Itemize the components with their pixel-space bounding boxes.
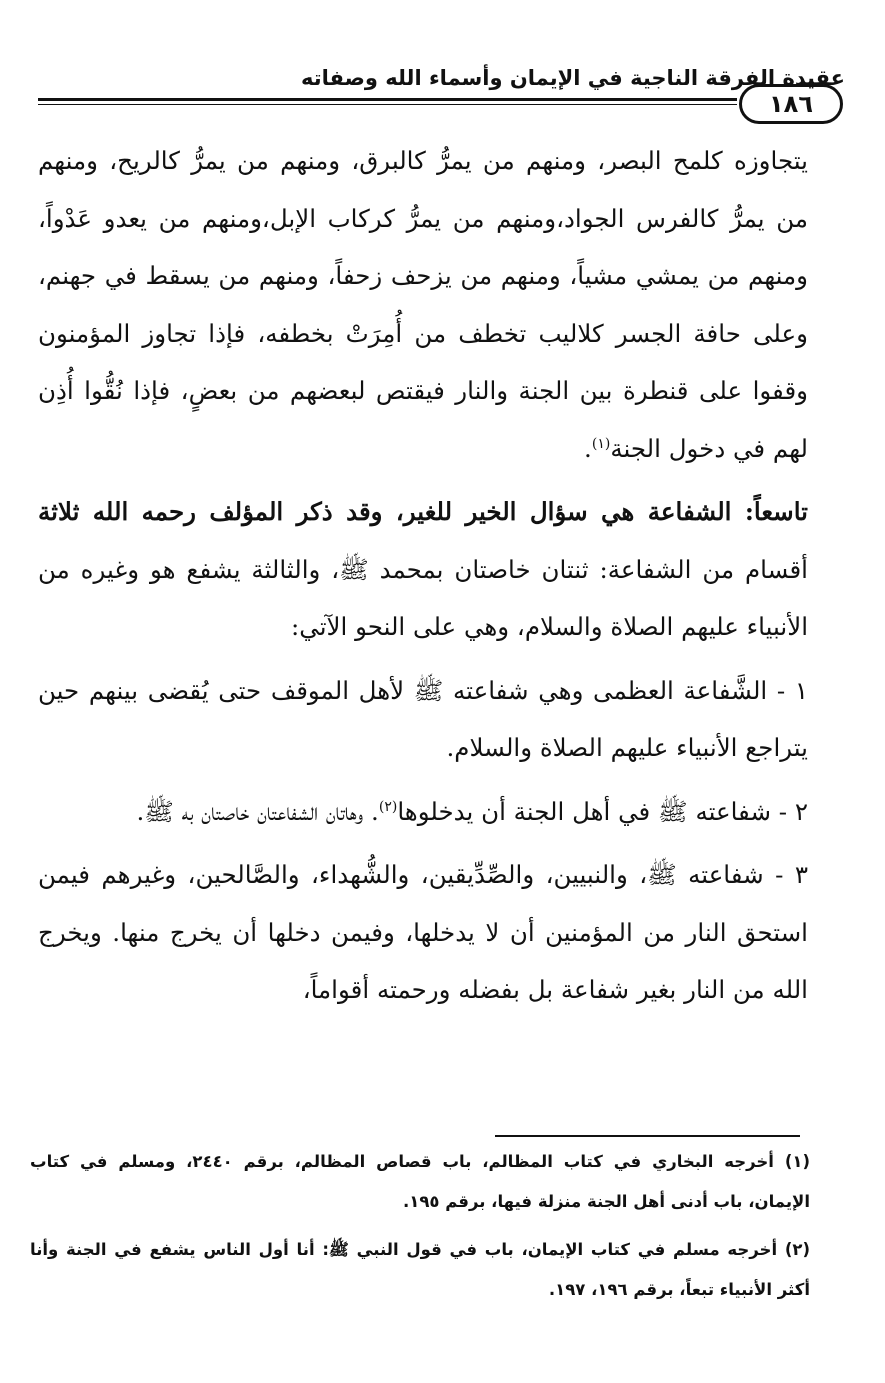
footnote-ref-1: (١): [591, 435, 611, 452]
list-item-2: [38, 783, 808, 841]
footnote-rule: [495, 1135, 800, 1137]
paragraph-bridge-end: .: [584, 433, 592, 463]
page-number: ١٨٦: [739, 84, 843, 124]
page-header: [30, 58, 845, 128]
paragraph-intercession: [38, 483, 808, 656]
header-rule: [38, 98, 737, 101]
intercession-heading: تاسعاً: الشفاعة هي سؤال الخير للغير، وقد ذكر المؤلف رحمه الله ثلاثة: [38, 497, 808, 526]
list-item-1: ١ - الشَّفاعة العظمى وهي شفاعته ﷺ لأهل الموقف حتى يُقضى بينهم حين يتراجع الأنبياء عليهم الصلاة والسلام.: [38, 675, 808, 762]
header-rule-thin: [38, 104, 737, 105]
intercession-text: أقسام من الشفاعة: ثنتان خاصتان بمحمد ﷺ، والثالثة يشفع هو وغيره من الأنبياء عليهم الصلاة والسلام، وهي على النحو الآتي:: [38, 554, 808, 641]
footnote-1: (١) أخرجه البخاري في كتاب المظالم، باب قصاص المظالم، برقم ٢٤٤٠، ومسلم في كتاب الإيمان، باب أدنى أهل الجنة منزلة فيها، برقم ١٩٥.: [30, 1152, 810, 1211]
main-text: [38, 132, 808, 1019]
running-title: عقيدة الفرقة الناجية في الإيمان وأسماء الله وصفاته: [300, 66, 845, 90]
list-item-2-text: ٢ - شفاعته ﷺ في أهل الجنة أن يدخلوها: [397, 796, 808, 826]
list-item-2-end: . وهاتان الشفاعتان خاصتان به ﷺ.: [136, 796, 379, 826]
footnote-ref-2: (٢): [378, 798, 398, 815]
footnotes: [30, 1142, 810, 1318]
paragraph-bridge: [38, 132, 808, 477]
list-item-3: ٣ - شفاعته ﷺ، والنبيين، والصِّدِّيقين، والشُّهداء، والصَّالحين، وغيرهم فيمن استحق النار من المؤمنين أن لا يدخلها، وفيمن دخلها أن يخرج منها. ويخرج الله من النار بغير شفاعة بل بفضله ورحمته أقواماً،: [38, 860, 808, 1004]
paragraph-bridge-text: يتجاوزه كلمح البصر، ومنهم من يمرُّ كالبرق، ومنهم من يمرُّ كالريح، ومنهم من يمرُّ كالفرس الجواد،ومنهم من يمرُّ كركاب الإبل،ومنهم من يعدو عَدْواً، ومنهم من يمشي مشياً، ومنهم من يزحف زحفاً، ومنهم من يسقط في جهنم، وعلى حافة الجسر كلاليب تخطف من أُمِرَتْ بخطفه، فإذا تجاوز المؤمنون وقفوا على قنطرة بين الجنة والنار فيقتص لبعضهم من بعضٍ، فإذا نُقُّوا أُذِن لهم في دخول الجنة: [38, 146, 808, 463]
footnote-2: (٢) أخرجه مسلم في كتاب الإيمان، باب في قول النبي ﷺ: أنا أول الناس يشفع في الجنة وأنا أكثر الأنبياء تبعاً، برقم ١٩٦، ١٩٧.: [30, 1240, 810, 1299]
